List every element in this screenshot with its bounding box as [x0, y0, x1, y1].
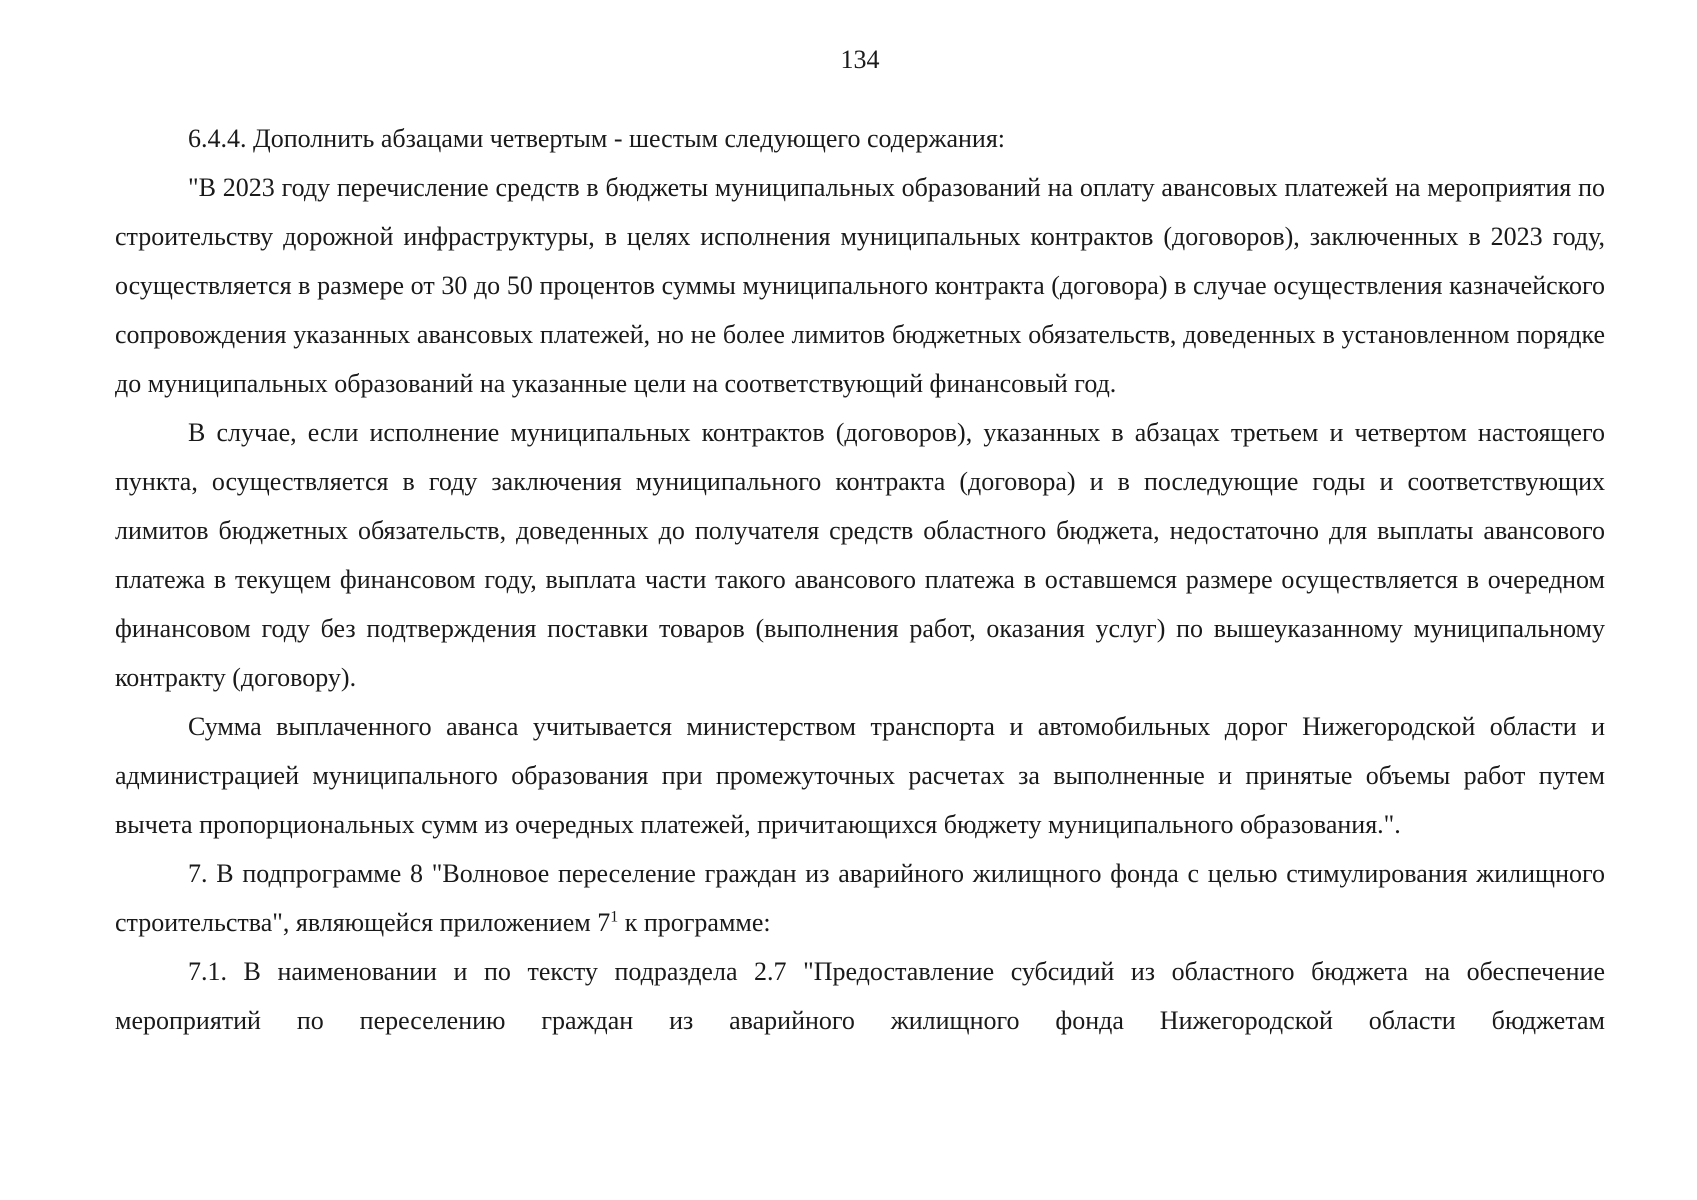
subprogram-8-text-end: к программе:	[618, 908, 771, 937]
paragraph-subprogram-8	[115, 849, 1605, 947]
appendix-superscript: 1	[610, 908, 619, 926]
document-body	[115, 114, 1605, 1045]
paragraph-6-4-4: 6.4.4. Дополнить абзацами четвертым - шестым следующего содержания:	[188, 124, 1006, 153]
paragraph-contract-execution: В случае, если исполнение муниципальных контрактов (договоров), указанных в абзацах третьем и четвертом настоящего пункта, осуществляется в году заключения муниципального контракта (договора) и в последующие годы и соответствующих лимитов бюджетных обязательств, доведенных до получателя средств областного бюджета, недостаточно для выплаты авансового платежа в текущем финансовом году, выплата части такого авансового платежа в оставшемся размере осуществляется в очередном финансовом году без подтверждения поставки товаров (выполнения работ, оказания услуг) по вышеуказанному муниципальному контракту (договору).	[115, 418, 1605, 692]
subprogram-8-text: 7. В подпрограмме 8 "Волновое переселение граждан из аварийного жилищного фонда с целью стимулирования жилищного строительства", являющейся приложением 7	[115, 859, 1605, 937]
paragraph-advance-accounting: Сумма выплаченного аванса учитывается министерством транспорта и автомобильных дорог Нижегородской области и администрацией муниципального образования при промежуточных расчетах за выполненные и принятые объемы работ путем вычета пропорциональных сумм из очередных платежей, причитающихся бюджету муниципального образования.".	[115, 712, 1605, 839]
paragraph-advance-payments-2023: "В 2023 году перечисление средств в бюджеты муниципальных образований на оплату авансовых платежей на мероприятия по строительству дорожной инфраструктуры, в целях исполнения муниципальных контрактов (договоров), заключенных в 2023 году, осуществляется в размере от 30 до 50 процентов суммы муниципального контракта (договора) в случае осуществления казначейского сопровождения указанных авансовых платежей, но не более лимитов бюджетных обязательств, доведенных в установленном порядке до муниципальных образований на указанные цели на соответствующий финансовый год.	[115, 173, 1605, 398]
page-number: 134	[840, 45, 880, 74]
paragraph-7-1: 7.1. В наименовании и по тексту подраздела 2.7 "Предоставление субсидий из областного бюджета на обеспечение мероприятий по переселению граждан из аварийного жилищного фонда Нижегородской области бюджетам	[115, 957, 1605, 1035]
